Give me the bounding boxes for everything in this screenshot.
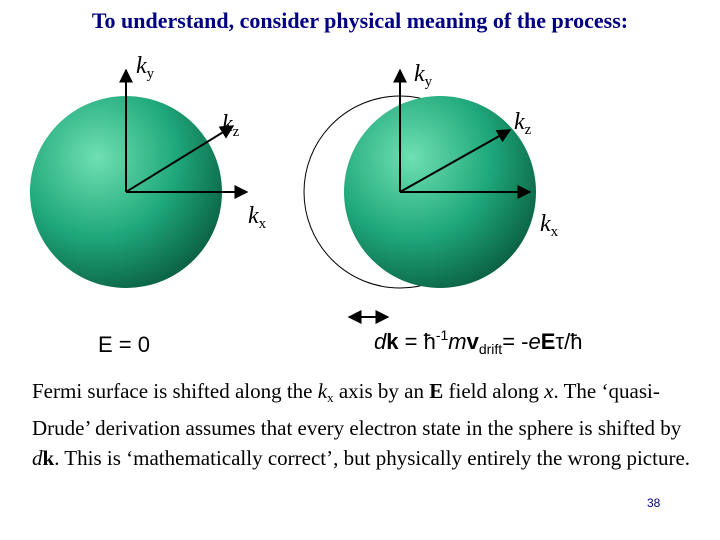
ky-label-right: $k_y$ <box>414 61 433 90</box>
page-number: 38 <box>647 496 661 510</box>
shift-equation: dk = $ħ^{-1}mv_{drift}=$ -eEτ/ħ <box>374 327 583 357</box>
zero-field-label: E = 0 <box>98 332 150 357</box>
kz-label-right: $k_z$ <box>514 109 532 138</box>
ky-label-left: $k_y$ <box>136 53 155 82</box>
kz-label-left: $k_z$ <box>222 111 240 140</box>
kx-label-left: $k_x$ <box>248 203 267 232</box>
slide-title: To understand, consider physical meaning of the process: <box>91 8 629 33</box>
kx-label-right: $k_x$ <box>540 211 559 240</box>
explanation-paragraph: Fermi surface is shifted along the $k_x$ axis by an E field along x. The ‘quasi-Drude’ derivation assumes that every electron state in the sphere is shifted by dk. This is ‘mathematically correct’, but physically entirely the wrong picture. <box>32 379 691 470</box>
